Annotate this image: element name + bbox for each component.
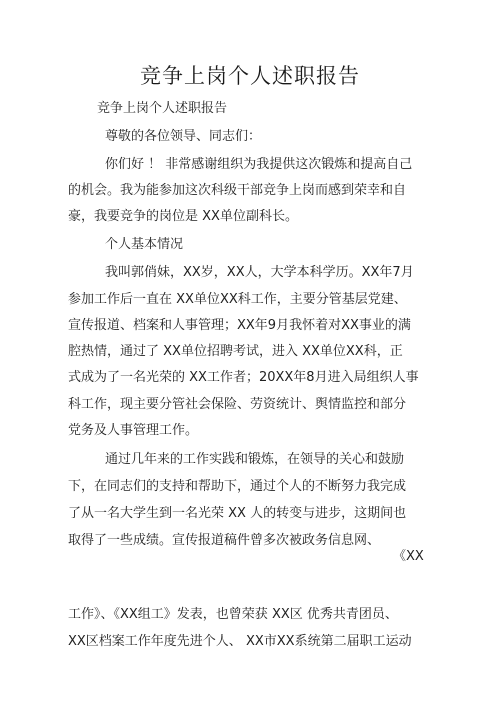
body-line: 下，在同志们的支持和帮助下，通过个人的不断努力我完成: [68, 479, 407, 494]
body-line: 豪，我要竞争的岗位是 XX单位副科长。: [68, 209, 298, 224]
body-line: 你们好 ！ 非常感谢组织为我提供这次锻炼和提高自己: [105, 157, 413, 172]
subtitle-line: 竞争上岗个人述职报告: [97, 101, 228, 116]
salutation-line: 尊敬的各位领导、同志们：: [105, 129, 262, 144]
body-line: 参加工作后一直在 XX单位XX科工作，主要分管基层党建、: [68, 292, 407, 307]
body-line: 工作》、《XX组工》发表，也曾荣获 XX区 优秀共青团员、: [68, 607, 398, 622]
section-heading: 个人基本情况: [105, 237, 184, 252]
body-line: 腔热情，通过了 XX单位招聘考试，进入 XX单位XX科，正: [68, 344, 403, 359]
body-line: 了从一名大学生到一名光荣 XX 人的转变与进步，这期间也: [68, 506, 407, 521]
body-line: 式成为了一名光荣的 XX工作者；20XX年8月进入局组织人事: [68, 370, 419, 385]
body-line: 通过几年来的工作实践和锻炼，在领导的关心和鼓励: [105, 452, 405, 467]
body-line: 党务及人事管理工作。: [68, 423, 199, 438]
document-title: 竞争上岗个人述职报告: [140, 64, 360, 88]
body-line: 的机会。我为能参加这次科级干部竞争上岗而感到荣幸和自: [68, 183, 407, 198]
body-line: 取得了一些成绩。宣传报道稿件曾多次被政务信息网、: [68, 533, 381, 548]
body-line-fragment: 《XX: [393, 549, 424, 564]
body-line: XX区档案工作年度先进个人、 XX市XX系统第二届职工运动: [68, 634, 412, 649]
body-line: 我叫郭俏妹，XX岁，XX人，大学本科学历。XX年7月: [105, 265, 414, 280]
body-line: 宣传报道、档案和人事管理；XX年9月我怀着对XX事业的满: [68, 318, 411, 333]
body-line: 科工作，现主要分管社会保险、劳资统计、舆情监控和部分: [68, 397, 407, 412]
